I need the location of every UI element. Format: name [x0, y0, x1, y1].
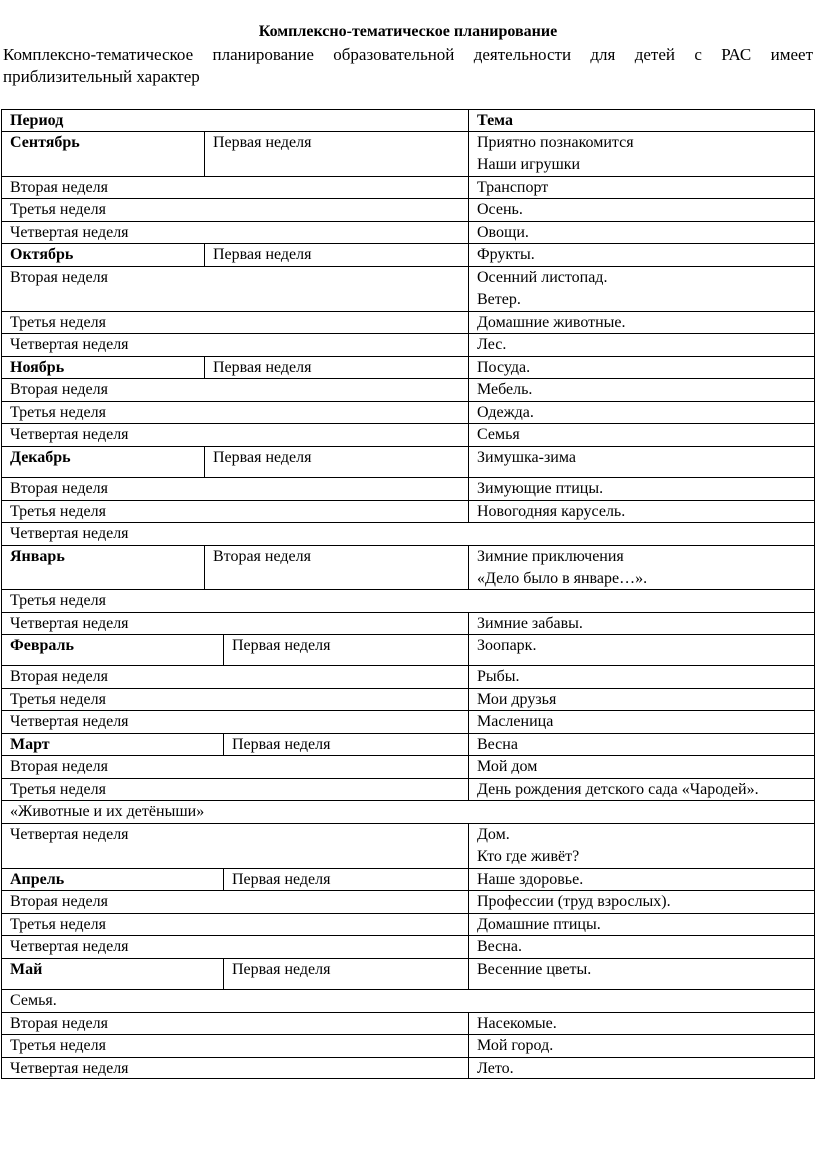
topic-cell [468, 1035, 814, 1057]
topic-cell [468, 824, 814, 868]
table-row [1, 958, 815, 989]
week-cell: Четвертая неделя [10, 1060, 129, 1077]
merged-cell: «Животные и их детёныши» [10, 803, 205, 820]
topic-cell [468, 312, 814, 333]
merged-cell: Семья. [10, 992, 57, 1009]
header-topic: Тема [468, 110, 814, 131]
week-cell: Вторая неделя [10, 480, 108, 497]
week-cell: Вторая неделя [10, 668, 108, 685]
month-cell: Май [10, 961, 43, 978]
table-row [1, 545, 815, 589]
month-cell: Март [10, 736, 50, 753]
table-row [1, 266, 815, 311]
topic-text: Зимующие птицы. [477, 480, 604, 497]
topic-text: Насекомые. [477, 1015, 557, 1032]
topic-text: «Дело было в январе…». [477, 570, 648, 588]
topic-text: Фрукты. [477, 246, 535, 263]
topic-cell [468, 357, 814, 378]
table-row [1, 522, 815, 545]
topic-text: Домашние животные. [477, 314, 626, 331]
week-cell: Четвертая неделя [10, 336, 129, 353]
week-cell: Четвертая неделя [10, 426, 129, 443]
topic-text: Приятно познакомится [477, 134, 634, 151]
topic-text: Кто где живёт? [477, 848, 580, 866]
table-row [1, 733, 815, 755]
topic-cell [468, 132, 814, 176]
topic-cell [468, 334, 814, 356]
table-row [1, 356, 815, 378]
topic-cell [468, 244, 814, 266]
topic-cell [468, 402, 814, 423]
topic-text: Семья [477, 426, 520, 443]
table-row [1, 131, 815, 176]
week-cell: Первая неделя [223, 959, 468, 989]
topic-text: Домашние птицы. [477, 916, 601, 933]
week-cell: Первая неделя [204, 244, 468, 266]
topic-text: Зимние забавы. [477, 615, 583, 632]
topic-text: Весенние цветы. [477, 961, 592, 978]
topic-cell [468, 546, 814, 589]
table-row [1, 778, 815, 800]
week-cell: Четвертая неделя [10, 938, 129, 955]
month-cell: Октябрь [10, 246, 74, 263]
topic-cell [468, 1058, 814, 1078]
topic-text: Транспорт [477, 179, 549, 196]
week-cell: Третья неделя [10, 503, 106, 520]
topic-cell [468, 379, 814, 401]
table-row [1, 612, 815, 634]
table-row [1, 688, 815, 710]
topic-text: Посуда. [477, 359, 531, 376]
table-header-row [1, 109, 815, 131]
topic-text: Профессии (труд взрослых). [477, 893, 671, 910]
month-cell: Апрель [10, 871, 65, 888]
topic-text: Зимушка-зима [477, 449, 576, 466]
table-row [1, 243, 815, 266]
topic-cell [468, 914, 814, 935]
table-row [1, 800, 815, 823]
topic-cell [468, 177, 814, 198]
table-row [1, 823, 815, 868]
topic-text: Зоопарк. [477, 637, 537, 654]
month-cell: Ноябрь [10, 359, 65, 376]
week-cell: Первая неделя [223, 635, 468, 665]
topic-text: Зимние приключения [477, 548, 624, 565]
table-row [1, 868, 815, 890]
table-row [1, 333, 815, 356]
week-cell: Третья неделя [10, 201, 106, 218]
topic-text: Весна. [477, 938, 522, 955]
topic-cell [468, 1013, 814, 1034]
table-row [1, 1012, 815, 1034]
topic-cell [468, 635, 814, 665]
topic-text: Одежда. [477, 404, 534, 421]
table-row [1, 589, 815, 612]
table-row [1, 311, 815, 333]
topic-cell [468, 711, 814, 733]
intro-paragraph: Комплексно-тематическое планирование образовательной деятельности для детей с РАС имеет приблизительный характер [3, 45, 813, 86]
topic-cell [468, 689, 814, 710]
table-row [1, 176, 815, 198]
month-cell: Январь [10, 548, 65, 565]
week-cell: Вторая неделя [10, 269, 108, 286]
table-row [1, 401, 815, 423]
topic-cell [468, 613, 814, 634]
month-cell: Февраль [10, 637, 74, 654]
week-cell: Третья неделя [10, 691, 106, 708]
week-cell: Вторая неделя [10, 758, 108, 775]
topic-cell [468, 267, 814, 311]
topic-text: Лес. [477, 336, 507, 353]
topic-text: День рождения детского сада «Чародей». [477, 781, 759, 798]
table-row [1, 1057, 815, 1079]
week-cell: Третья неделя [10, 916, 106, 933]
table-row [1, 665, 815, 688]
week-cell: Четвертая неделя [10, 615, 129, 632]
table-row [1, 1034, 815, 1057]
table-row [1, 378, 815, 401]
topic-text: Мои друзья [477, 691, 557, 708]
topic-text: Овощи. [477, 224, 529, 241]
topic-text: Мой город. [477, 1037, 554, 1054]
topic-text: Осенний листопад. [477, 269, 608, 286]
topic-text: Осень. [477, 201, 523, 218]
table-row [1, 989, 815, 1012]
topic-cell [468, 199, 814, 221]
topic-text: Рыбы. [477, 668, 520, 685]
week-cell: Третья неделя [10, 781, 106, 798]
topic-cell [468, 222, 814, 243]
week-cell: Четвертая неделя [10, 826, 129, 843]
week-cell: Первая неделя [204, 447, 468, 477]
week-cell: Первая неделя [204, 357, 468, 378]
topic-cell [468, 756, 814, 778]
topic-text: Наши игрушки [477, 156, 581, 174]
topic-cell [468, 478, 814, 500]
table-row [1, 710, 815, 733]
week-cell: Вторая неделя [204, 546, 468, 589]
topic-cell [468, 501, 814, 522]
month-cell: Сентябрь [10, 134, 80, 151]
topic-cell [468, 891, 814, 913]
topic-text: Ветер. [477, 291, 521, 309]
topic-text: Весна [477, 736, 518, 753]
week-cell: Первая неделя [223, 869, 468, 890]
topic-cell [468, 447, 814, 477]
document-title: Комплексно-тематическое планирование [258, 23, 558, 40]
table-row [1, 890, 815, 913]
week-cell: Третья неделя [10, 314, 106, 331]
topic-text: Новогодняя карусель. [477, 503, 626, 520]
topic-cell [468, 424, 814, 446]
week-cell: Первая неделя [223, 734, 468, 755]
topic-cell [468, 869, 814, 890]
topic-cell [468, 666, 814, 688]
week-cell: Вторая неделя [10, 1015, 108, 1032]
topic-text: Масленица [477, 713, 554, 730]
table-row [1, 423, 815, 446]
table-row [1, 198, 815, 221]
week-cell: Четвертая неделя [10, 224, 129, 241]
topic-cell [468, 779, 814, 800]
topic-text: Лето. [477, 1060, 514, 1077]
topic-text: Мой дом [477, 758, 538, 775]
table-row [1, 634, 815, 665]
topic-cell [468, 959, 814, 989]
topic-cell [468, 734, 814, 755]
week-cell: Вторая неделя [10, 893, 108, 910]
table-row [1, 755, 815, 778]
week-cell: Третья неделя [10, 1037, 106, 1054]
merged-cell: Четвертая неделя [10, 525, 129, 542]
topic-text: Мебель. [477, 381, 533, 398]
week-cell: Вторая неделя [10, 179, 108, 196]
table-row [1, 446, 815, 477]
month-cell: Декабрь [10, 449, 71, 466]
topic-text: Наше здоровье. [477, 871, 584, 888]
header-period: Период [10, 112, 64, 129]
merged-cell: Третья неделя [10, 592, 106, 609]
table-row [1, 500, 815, 522]
table-row [1, 913, 815, 935]
topic-text: Дом. [477, 826, 510, 843]
week-cell: Первая неделя [204, 132, 468, 176]
table-row [1, 221, 815, 243]
week-cell: Четвертая неделя [10, 713, 129, 730]
planning-table [1, 109, 815, 1079]
table-row [1, 477, 815, 500]
topic-cell [468, 936, 814, 958]
table-row [1, 935, 815, 958]
week-cell: Вторая неделя [10, 381, 108, 398]
week-cell: Третья неделя [10, 404, 106, 421]
